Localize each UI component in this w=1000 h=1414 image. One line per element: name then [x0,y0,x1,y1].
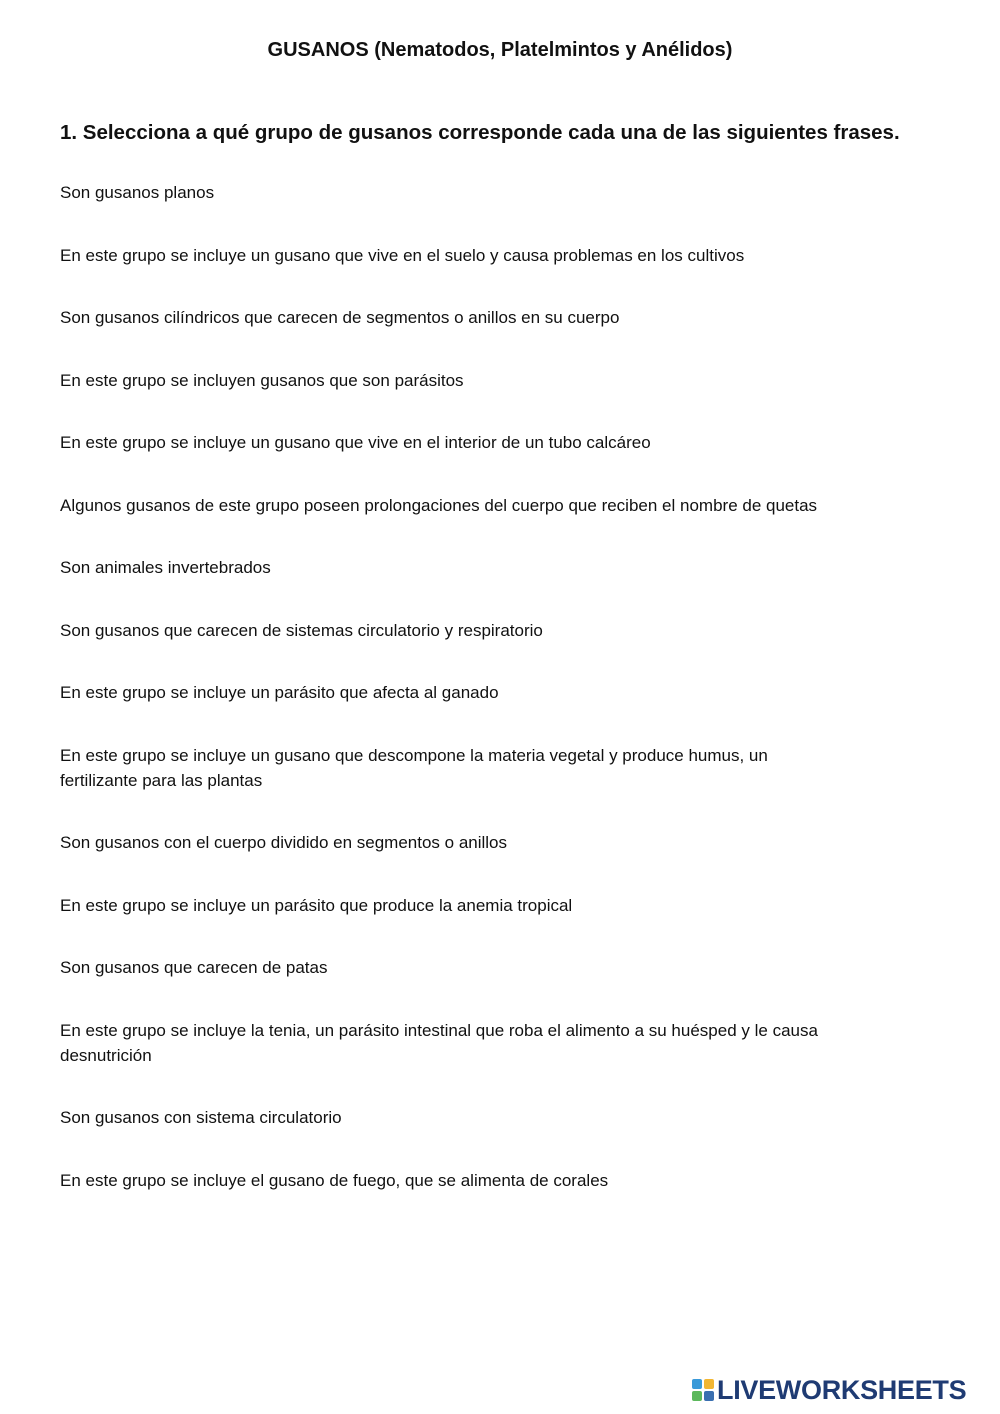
liveworksheets-logo-icon [692,1379,714,1401]
statement-item: Algunos gusanos de este grupo poseen prolongaciones del cuerpo que reciben el nombre de quetas [60,495,818,515]
statement-item: Son animales invertebrados [60,558,271,577]
statement-list [60,180,820,1230]
statement-item: En este grupo se incluyen gusanos que son parásitos [60,370,464,390]
statement-item: En este grupo se incluye el gusano de fuego, que se alimenta de corales [60,1170,609,1190]
question-heading: 1. Selecciona a qué grupo de gusanos corresponde cada una de las siguientes frases. [60,121,900,144]
statement-item: En este grupo se incluye un parásito que produce la anemia tropical [60,895,573,915]
statement-item: Son gusanos cilíndricos que carecen de segmentos o anillos en su cuerpo [60,308,620,327]
logo-tile [692,1391,702,1401]
logo-text: LIVEWORKSHEETS [717,1374,967,1405]
statement-item: En este grupo se incluye un gusano que vive en el suelo y causa problemas en los cultivos [60,245,745,265]
statement-item: En este grupo se incluye la tenia, un parásito intestinal que roba el alimento a su huésped y le causa desnutrición [60,1020,818,1065]
statement-item: En este grupo se incluye un gusano que descompone la materia vegetal y produce humus, un fertilizante para las plantas [60,745,768,790]
logo-tile [692,1379,702,1389]
statement-item: En este grupo se incluye un gusano que vive en el interior de un tubo calcáreo [60,433,651,452]
statement-item: Son gusanos con el cuerpo dividido en segmentos o anillos [60,833,508,852]
logo-tile [704,1391,714,1401]
statement-item: Son gusanos que carecen de sistemas circulatorio y respiratorio [60,620,543,640]
page-title: GUSANOS (Nematodos, Platelmintos y Anélidos) [267,39,733,61]
statement-item: En este grupo se incluye un parásito que afecta al ganado [60,683,499,702]
statement-item: Son gusanos con sistema circulatorio [60,1108,342,1127]
liveworksheets-logo [692,1376,966,1404]
statement-item: Son gusanos planos [60,183,215,202]
logo-tile [704,1379,714,1389]
statement-item: Son gusanos que carecen de patas [60,958,328,977]
